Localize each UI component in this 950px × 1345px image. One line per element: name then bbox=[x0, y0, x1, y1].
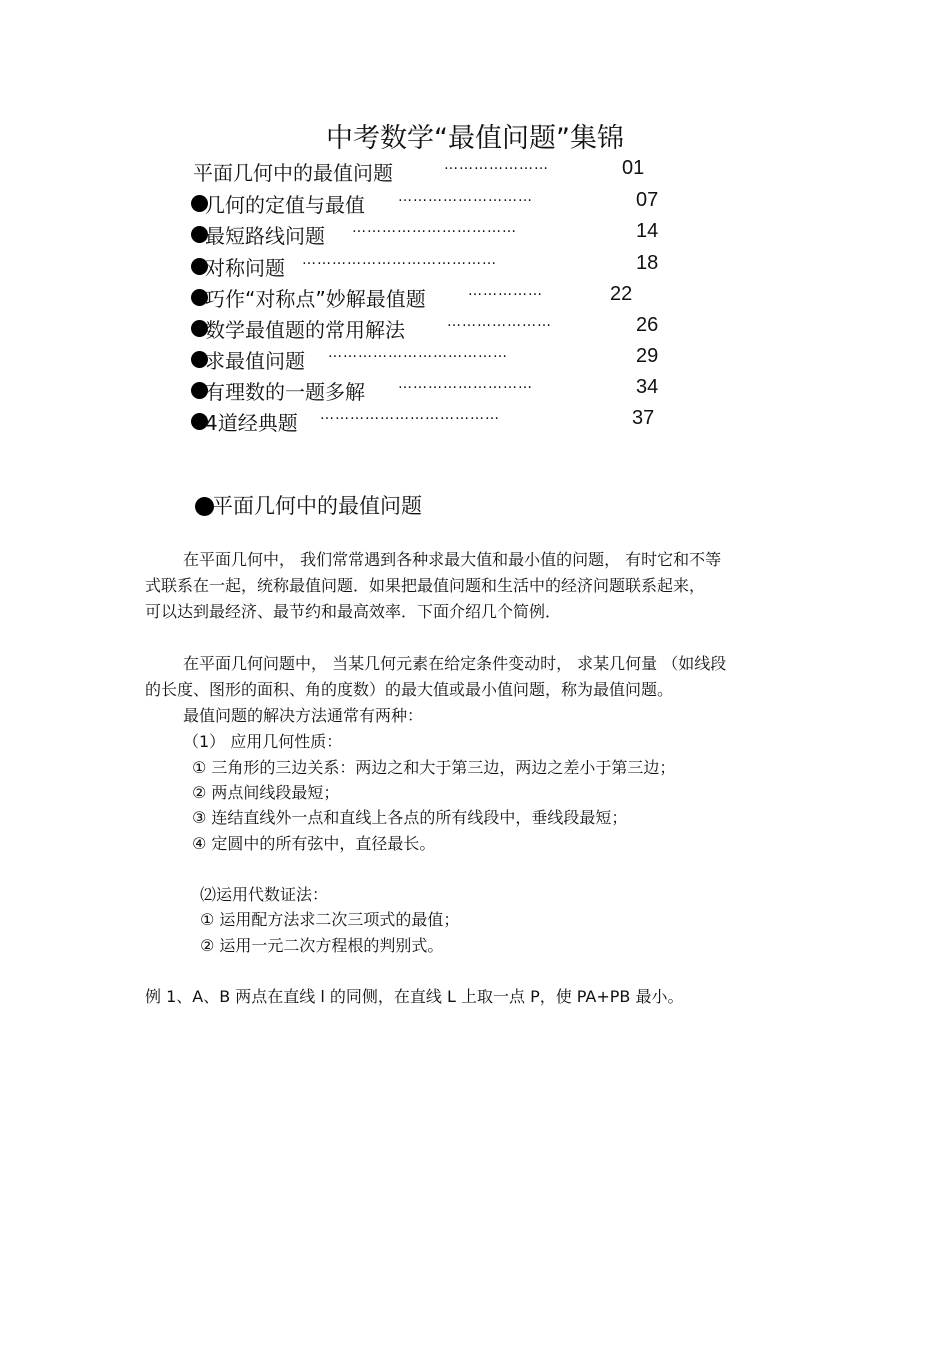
paragraph-line: 式联系在一起，统称最值问题．如果把最值问题和生活中的经济问题联系起来， bbox=[145, 576, 706, 595]
toc-item-label: 巧作“对称点”妙解最值题 bbox=[205, 287, 426, 311]
toc-item bbox=[0, 281, 950, 311]
toc-item-label: 几何的定值与最值 bbox=[205, 193, 365, 217]
toc-leader-dots: ………………… bbox=[447, 314, 552, 330]
toc-page-number: 14 bbox=[636, 220, 659, 242]
toc-leader-dots: ……………………… bbox=[398, 376, 533, 392]
toc-page-number: 07 bbox=[636, 189, 659, 211]
toc-page-number: 18 bbox=[636, 252, 659, 274]
toc-item bbox=[0, 187, 950, 217]
toc-item bbox=[0, 312, 950, 342]
paragraph-line: 的长度、图形的面积、角的度数）的最大值或最小值问题，称为最值问题。 bbox=[145, 680, 674, 699]
toc-leader-dots: ………………………………… bbox=[302, 252, 497, 268]
toc-leader-dots: ……………………………… bbox=[328, 345, 508, 361]
list-item: ④ 定圆中的所有弦中，直径最长。 bbox=[192, 834, 436, 853]
toc-item bbox=[0, 374, 950, 404]
paragraph-line: 在平面几何中， 我们常常遇到各种求最大值和最小值的问题， 有时它和不等 bbox=[183, 550, 722, 569]
toc-item-label: 求最值问题 bbox=[205, 349, 305, 373]
example-text: 例 1、A、B 两点在直线 l 的同侧，在直线 L 上取一点 P，使 PA+PB 最小。 bbox=[145, 987, 684, 1006]
section-title: 平面几何中的最值问题 bbox=[212, 494, 422, 518]
toc-page-number: 01 bbox=[622, 157, 645, 179]
toc-leader-dots: ………………… bbox=[444, 157, 549, 173]
list-item: ① 三角形的三边关系：两边之和大于第三边，两边之差小于第三边； bbox=[192, 758, 676, 777]
toc-leader-dots: …………… bbox=[468, 283, 543, 299]
toc-leader-dots: …………………………… bbox=[352, 220, 517, 236]
toc-page-number: 26 bbox=[636, 314, 659, 336]
toc-item-label: 有理数的一题多解 bbox=[205, 380, 365, 404]
toc-item bbox=[0, 155, 950, 185]
section-heading bbox=[0, 488, 950, 522]
toc-item bbox=[0, 405, 950, 435]
toc-item-label: 平面几何中的最值问题 bbox=[193, 161, 393, 185]
paragraph-line: 在平面几何问题中， 当某几何元素在给定条件变动时， 求某几何量 （如线段 bbox=[183, 654, 727, 673]
list-item: ① 运用配方法求二次三项式的最值； bbox=[200, 910, 460, 929]
toc-item bbox=[0, 218, 950, 248]
toc-page-number: 34 bbox=[636, 376, 659, 398]
list-item: ③ 连结直线外一点和直线上各点的所有线段中，垂线段最短； bbox=[192, 808, 628, 827]
toc-leader-dots: ……………………… bbox=[398, 189, 533, 205]
method-heading: （1） 应用几何性质： bbox=[183, 732, 343, 751]
toc-item-label: 对称问题 bbox=[205, 256, 285, 280]
toc-item-label: 最短路线问题 bbox=[205, 224, 325, 248]
toc-item-label: 数学最值题的常用解法 bbox=[205, 318, 405, 342]
toc-item-label: 4道经典题 bbox=[205, 411, 298, 435]
list-item: ② 运用一元二次方程根的判别式。 bbox=[200, 936, 444, 955]
toc-item bbox=[0, 250, 950, 280]
toc-page-number: 22 bbox=[610, 283, 633, 305]
paragraph-line: 最值问题的解决方法通常有两种： bbox=[183, 706, 424, 725]
toc-page-number: 29 bbox=[636, 345, 659, 367]
toc-item bbox=[0, 343, 950, 373]
toc-page-number: 37 bbox=[632, 407, 655, 429]
method-heading: ⑵运用代数证法： bbox=[200, 885, 329, 904]
list-item: ② 两点间线段最短； bbox=[192, 783, 340, 802]
paragraph-line: 可以达到最经济、最节约和最高效率．下面介绍几个简例． bbox=[145, 602, 562, 621]
toc-leader-dots: ……………………………… bbox=[320, 407, 500, 423]
document-title: 中考数学“最值问题”集锦 bbox=[326, 123, 624, 154]
